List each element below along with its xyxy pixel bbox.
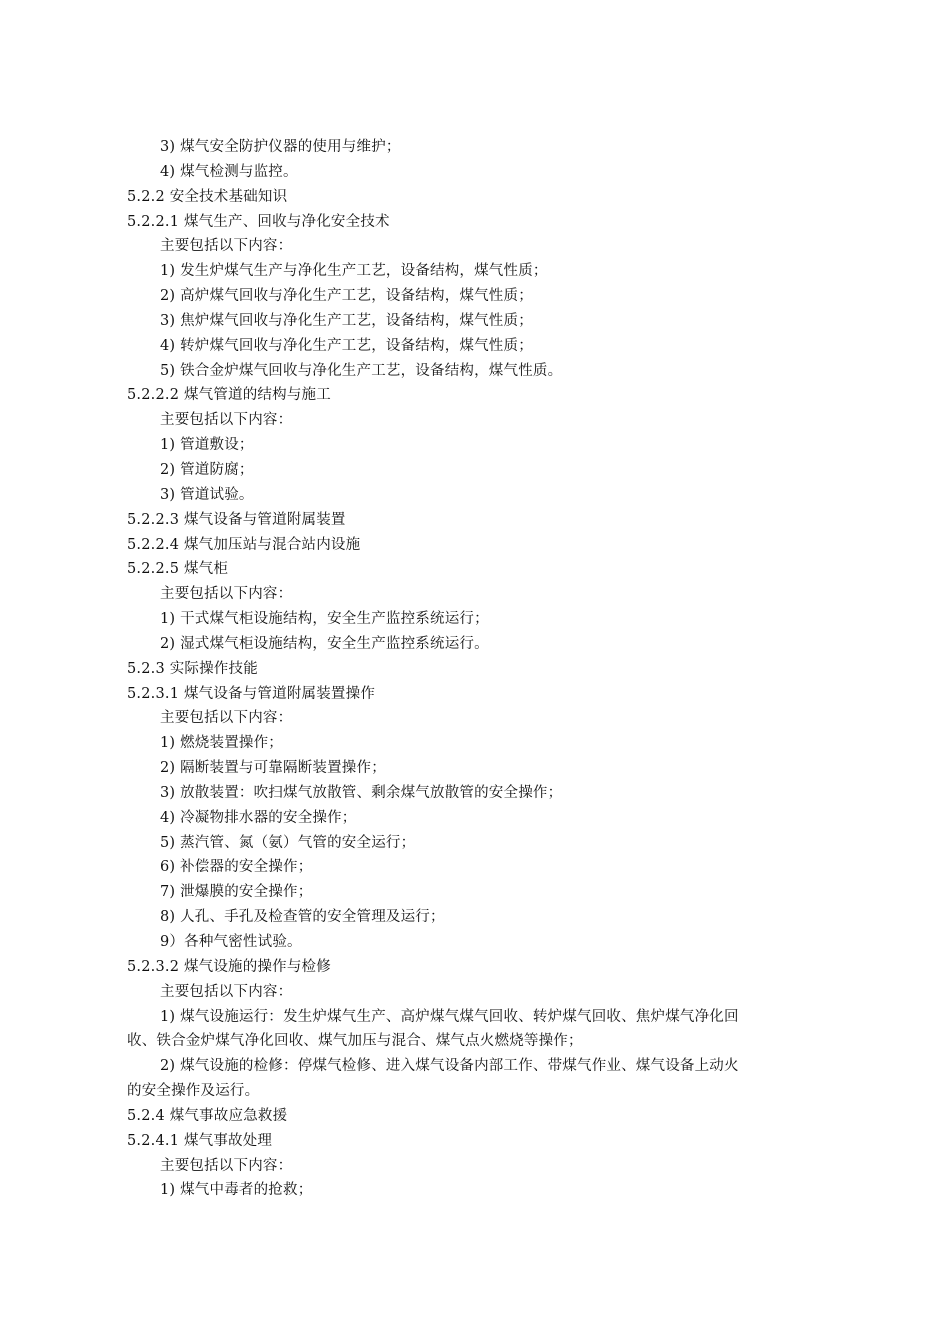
list-item: 2) 高炉煤气回收与净化生产工艺，设备结构，煤气性质； [160, 288, 533, 305]
list-item: 5) 铁合金炉煤气回收与净化生产工艺，设备结构，煤气性质。 [160, 362, 563, 379]
section-heading: 5.2.2.5 煤气柜 [127, 561, 229, 578]
section-heading: 5.2.2 安全技术基础知识 [127, 188, 288, 205]
list-item: 1) 干式煤气柜设施结构，安全生产监控系统运行； [160, 611, 489, 628]
list-item: 2) 管道防腐； [160, 461, 254, 478]
list-item: 9）各种气密性试验。 [160, 934, 302, 950]
section-heading: 5.2.4 煤气事故应急救援 [127, 1107, 288, 1124]
list-item: 3) 焦炉煤气回收与净化生产工艺，设备结构，煤气性质； [160, 312, 533, 329]
list-item: 1) 燃烧装置操作； [160, 735, 283, 752]
document-body [0, 135, 950, 1203]
section-heading: 5.2.2.4 煤气加压站与混合站内设施 [127, 536, 361, 553]
section-heading: 5.2.3.2 煤气设施的操作与检修 [127, 958, 331, 975]
list-item: 6) 补偿器的安全操作； [160, 859, 313, 876]
intro-text: 主要包括以下内容： [160, 412, 293, 429]
list-item: 8) 人孔、手孔及检查管的安全管理及运行； [160, 909, 445, 926]
paragraph-line: 2) 煤气设施的检修：停煤气检修、进入煤气设备内部工作、带煤气作业、煤气设备上动火 [160, 1058, 739, 1075]
section-heading: 5.2.4.1 煤气事故处理 [127, 1132, 273, 1149]
list-item: 4) 转炉煤气回收与净化生产工艺，设备结构，煤气性质； [160, 337, 533, 354]
intro-text: 主要包括以下内容： [160, 983, 293, 1000]
section-heading: 5.2.3.1 煤气设备与管道附属装置操作 [127, 685, 376, 702]
list-item: 1) 发生炉煤气生产与净化生产工艺，设备结构，煤气性质； [160, 263, 548, 280]
list-item: 4) 煤气检测与监控。 [160, 163, 298, 180]
paragraph-line: 收、铁合金炉煤气净化回收、煤气加压与混合、煤气点火燃烧等操作； [127, 1033, 583, 1050]
intro-text: 主要包括以下内容： [160, 710, 293, 727]
list-item: 5) 蒸汽管、氮（氨）气管的安全运行； [160, 834, 416, 851]
paragraph-line: 1) 煤气设施运行：发生炉煤气生产、高炉煤气煤气回收、转炉煤气回收、焦炉煤气净化回 [160, 1008, 739, 1025]
list-item: 7) 泄爆膜的安全操作； [160, 884, 313, 901]
list-item: 2) 湿式煤气柜设施结构，安全生产监控系统运行。 [160, 635, 489, 652]
section-heading: 5.2.2.2 煤气管道的结构与施工 [127, 387, 331, 404]
intro-text: 主要包括以下内容： [160, 586, 293, 603]
list-item: 3) 煤气安全防护仪器的使用与维护； [160, 139, 401, 155]
list-item: 4) 冷凝物排水器的安全操作； [160, 809, 357, 826]
intro-text: 主要包括以下内容： [160, 238, 293, 255]
section-heading: 5.2.2.1 煤气生产、回收与净化安全技术 [127, 213, 390, 230]
section-heading: 5.2.2.3 煤气设备与管道附属装置 [127, 511, 346, 528]
intro-text: 主要包括以下内容： [160, 1157, 293, 1174]
list-item: 3) 管道试验。 [160, 486, 254, 503]
paragraph-line: 的安全操作及运行。 [127, 1083, 260, 1100]
section-heading: 5.2.3 实际操作技能 [127, 660, 258, 677]
list-item: 1) 管道敷设； [160, 437, 254, 454]
list-item: 1) 煤气中毒者的抢救； [160, 1182, 313, 1199]
list-item: 2) 隔断装置与可靠隔断装置操作； [160, 760, 386, 777]
list-item: 3) 放散装置：吹扫煤气放散管、剩余煤气放散管的安全操作； [160, 784, 563, 801]
